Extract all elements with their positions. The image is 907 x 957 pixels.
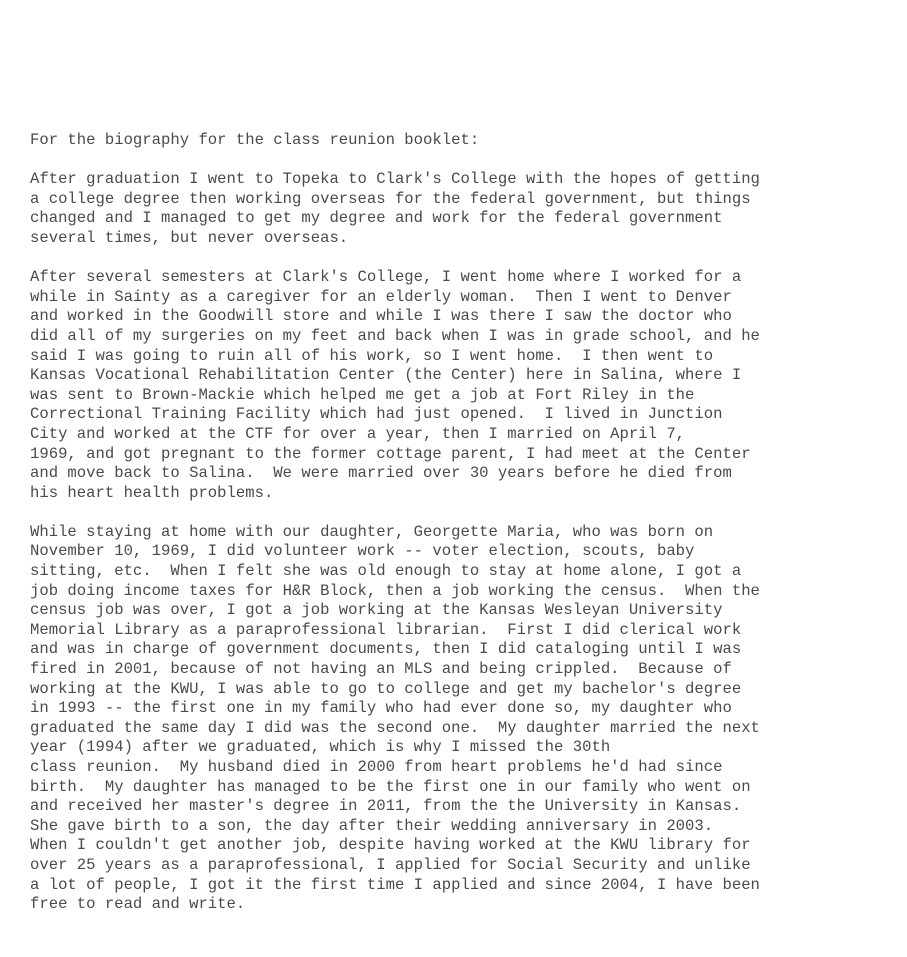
paragraph-line: while in Sainty as a caregiver for an elderly woman. Then I went to Denver	[30, 287, 732, 306]
paragraph-line: and was in charge of government documents, then I did cataloging until I was	[30, 640, 742, 659]
paragraph-line: birth. My daughter has managed to be the first one in our family who went on	[30, 777, 751, 796]
document-page	[30, 131, 900, 934]
paragraph-line: Kansas Vocational Rehabilitation Center (the Center) here in Salina, where I	[30, 366, 742, 385]
paragraph-line: Memorial Library as a paraprofessional librarian. First I did clerical work	[30, 620, 742, 639]
paragraph-line: census job was over, I got a job working at the Kansas Wesleyan University	[30, 601, 723, 620]
paragraph-line: over 25 years as a paraprofessional, I applied for Social Security and unlike	[30, 855, 751, 874]
paragraph-line: 1969, and got pregnant to the former cottage parent, I had meet at the Center	[30, 444, 751, 463]
paragraph-line: Correctional Training Facility which had just opened. I lived in Junction	[30, 405, 723, 424]
paragraph-line: his heart health problems.	[30, 483, 274, 502]
paragraph-line: graduated the same day I did was the second one. My daughter married the next	[30, 718, 760, 737]
paragraph-graduation	[30, 170, 900, 248]
document-heading: For the biography for the class reunion booklet:	[30, 131, 480, 149]
paragraph-line: said I was going to ruin all of his work, so I went home. I then went to	[30, 346, 714, 365]
paragraph-line: changed and I managed to get my degree and work for the federal government	[30, 209, 723, 228]
paragraph-line: After several semesters at Clark's College, I went home where I worked for a	[30, 268, 742, 287]
paragraph-line: While staying at home with our daughter, Georgette Maria, who was born on	[30, 522, 714, 541]
paragraph-line: sitting, etc. When I felt she was old enough to stay at home alone, I got a	[30, 562, 742, 581]
paragraph-line: She gave birth to a son, the day after their wedding anniversary in 2003.	[30, 816, 714, 835]
paragraph-line: a lot of people, I got it the first time I applied and since 2004, I have been	[30, 875, 760, 894]
paragraph-line: free to read and write.	[30, 895, 246, 914]
paragraph-line: was sent to Brown-Mackie which helped me get a job at Fort Riley in the	[30, 385, 695, 404]
paragraph-line: working at the KWU, I was able to go to college and get my bachelor's degree	[30, 679, 742, 698]
paragraph-line: fired in 2001, because of not having an MLS and being crippled. Because of	[30, 660, 732, 679]
paragraph-line: job doing income taxes for H&R Block, then a job working the census. When the	[30, 581, 760, 600]
paragraph-line: City and worked at the CTF for over a year, then I married on April 7,	[30, 424, 686, 443]
paragraph-line: November 10, 1969, I did volunteer work -- voter election, scouts, baby	[30, 542, 695, 561]
paragraph-line: a college degree then working overseas for the federal government, but things	[30, 189, 751, 208]
paragraph-line: year (1994) after we graduated, which is why I missed the 30th	[30, 738, 611, 757]
paragraph-line: in 1993 -- the first one in my family who had ever done so, my daughter who	[30, 699, 732, 718]
paragraph-line: and move back to Salina. We were married over 30 years before he died from	[30, 464, 732, 483]
paragraph-line: class reunion. My husband died in 2000 from heart problems he'd had since	[30, 758, 723, 776]
paragraph-line: several times, but never overseas.	[30, 228, 349, 247]
paragraph-after-college	[30, 268, 900, 503]
paragraph-line: did all of my surgeries on my feet and back when I was in grade school, and he	[30, 326, 760, 345]
paragraph-line: and received her master's degree in 2011, from the the University in Kansas.	[30, 797, 742, 816]
paragraph-family-and-work	[30, 523, 900, 915]
paragraph-line: When I couldn't get another job, despite having worked at the KWU library for	[30, 836, 751, 855]
paragraph-line: After graduation I went to Topeka to Clark's College with the hopes of getting	[30, 170, 760, 189]
paragraph-line: and worked in the Goodwill store and while I was there I saw the doctor who	[30, 307, 732, 326]
